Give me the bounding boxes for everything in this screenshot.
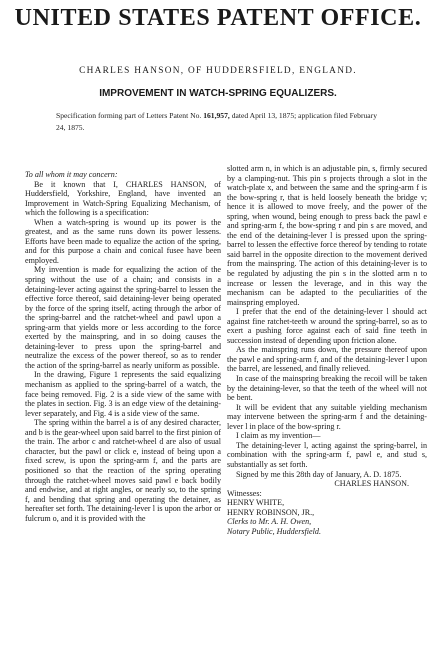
paragraph: My invention is made for equalizing the action of the spring without the use of a chain; and consists in a detaining-lever acting against the spring-barrel to lessen the effective force thereof, said detaining-lever being operated by the force of the spring itself, acting through the arbor of the spring-barrel and the ratchet-wheel and pawl upon a spring-arm that yields more or less according to the force exerted by the mainspring, and in so doing causes the detaining-lever to press upon the spring-barrel and neutralize the excess of the power thereof, so as to render the action of the spring-barrel as nearly uniform as possible.: [25, 265, 221, 370]
paragraph: In the drawing, Figure 1 represents the said equalizing mechanism as applied to the spring-barrel of a watch, the face being removed. Fig. 2 is a side view of the same with the plates in section. Fig. 3 is an edge view of the detaining-lever separately, and Fig. 4 is a side view of the same.: [25, 370, 221, 418]
left-column: [25, 170, 221, 648]
salutation: To all whom it may concern:: [25, 170, 118, 179]
paragraph: It will be evident that any suitable yielding mechanism may intervene between the spring-arm f and the detaining-lever l in place of the bow-spring r.: [227, 402, 427, 431]
signing-line: Signed by me this 28th day of January, A. D. 1875.: [236, 469, 402, 479]
paragraph: slotted arm n, in which is an adjustable pin, s, firmly secured by a clamping-nut. This pin s projects through a slot in the watch-plate x, and between the same and the spring-arm f is the bow-spring r, that is held loosely beneath the bridge v; hence it is allowed to move freely, and the power of the spring, when wound, being enough to press back the pawl e and spring-arm f, the bow-spring r and pin s are moved, and the end of the detaining-lever l is pressed upon the spring-barrel to lessen the effective force thereof by tending to rotate said barrel in the opposite direction to the movement derived from the mainspring. The action of this detaining-lever is to be regulated by adjusting the pin s in the slotted arm n to increase or lessen the leverage, and in this way the mechanism can be adapted to the peculiarities of the mainspring employed.: [227, 164, 427, 307]
paragraph: As the mainspring runs down, the pressure thereof upon the pawl e and spring-arm f, and of the detaining-lever l upon the barrel, are lessened, and finally relieved.: [227, 345, 427, 374]
signature: CHARLES HANSON.: [334, 479, 409, 489]
witnesses-label: Witnesses:: [227, 488, 262, 498]
right-column: [227, 164, 427, 648]
paragraph: The spring within the barrel a is of any desired character, and b is the gear-wheel upon said barrel to the first pinion of the train. The arbor c and ratchet-wheel d are also of usual character, but the pawl or click e, instead of being upon a fixed screw, is upon the spring-arm f, and the parts are positioned so that the reaction of the spring operating through the ratchet-wheel moves said pawl e back bodily and endwise, and at right angles, or nearly so, to the spring f, and bending that spring and operating the detainer, as hereafter set forth. The detaining-lever l is upon the arbor or fulcrum o, and it is provided with the: [25, 418, 221, 523]
inventor-line: CHARLES HANSON, OF HUDDERSFIELD, ENGLAND.: [79, 66, 357, 76]
claim-intro: I claim as my invention—: [236, 431, 321, 441]
paragraph: I prefer that the end of the detaining-lever l should act against fine ratchet-teeth w around the spring-barrel, so as to exert a pushing force against each of said fine teeth in succession instead of depending upon friction alone.: [227, 307, 427, 345]
paragraph: Be it known that I, CHARLES HANSON, of Huddersfield, Yorkshire, England, have invented an Improvement in Watch-Spring Equalizing Mechanism, of which the following is a specification:: [25, 179, 221, 218]
paragraph: When a watch-spring is wound up its power is the greatest, and as the same runs down its power lessens. Efforts have been made to equalize the action of the spring, and for this purpose a chain and conical fusee have been employed.: [25, 217, 221, 265]
witness-name: HENRY WHITE,: [227, 498, 285, 508]
witness-name: HENRY ROBINSON, JR.,: [227, 507, 315, 517]
patent-title: IMPROVEMENT IN WATCH-SPRING EQUALIZERS.: [99, 88, 337, 99]
notary-line: Notary Public, Huddersfield.: [227, 526, 321, 536]
claim: The detaining-lever l, acting against the spring-barrel, in combination with the spring-arm f, pawl e, and stud s, substantially as set forth.: [227, 440, 427, 469]
specification-line: [56, 110, 386, 134]
spec-suffix: dated April 13, 1875; application filed February 24, 1875.: [56, 111, 377, 132]
spec-prefix: Specification forming part of Letters Patent No.: [56, 111, 202, 120]
paragraph: In case of the mainspring breaking the recoil will be taken by the detaining-lever, so that the teeth of the wheel will not be bent.: [227, 374, 427, 403]
patent-number: 161,957,: [203, 111, 230, 120]
clerks-line: Clerks to Mr. A. H. Owen,: [227, 517, 312, 527]
office-heading: UNITED STATES PATENT OFFICE.: [14, 5, 422, 31]
